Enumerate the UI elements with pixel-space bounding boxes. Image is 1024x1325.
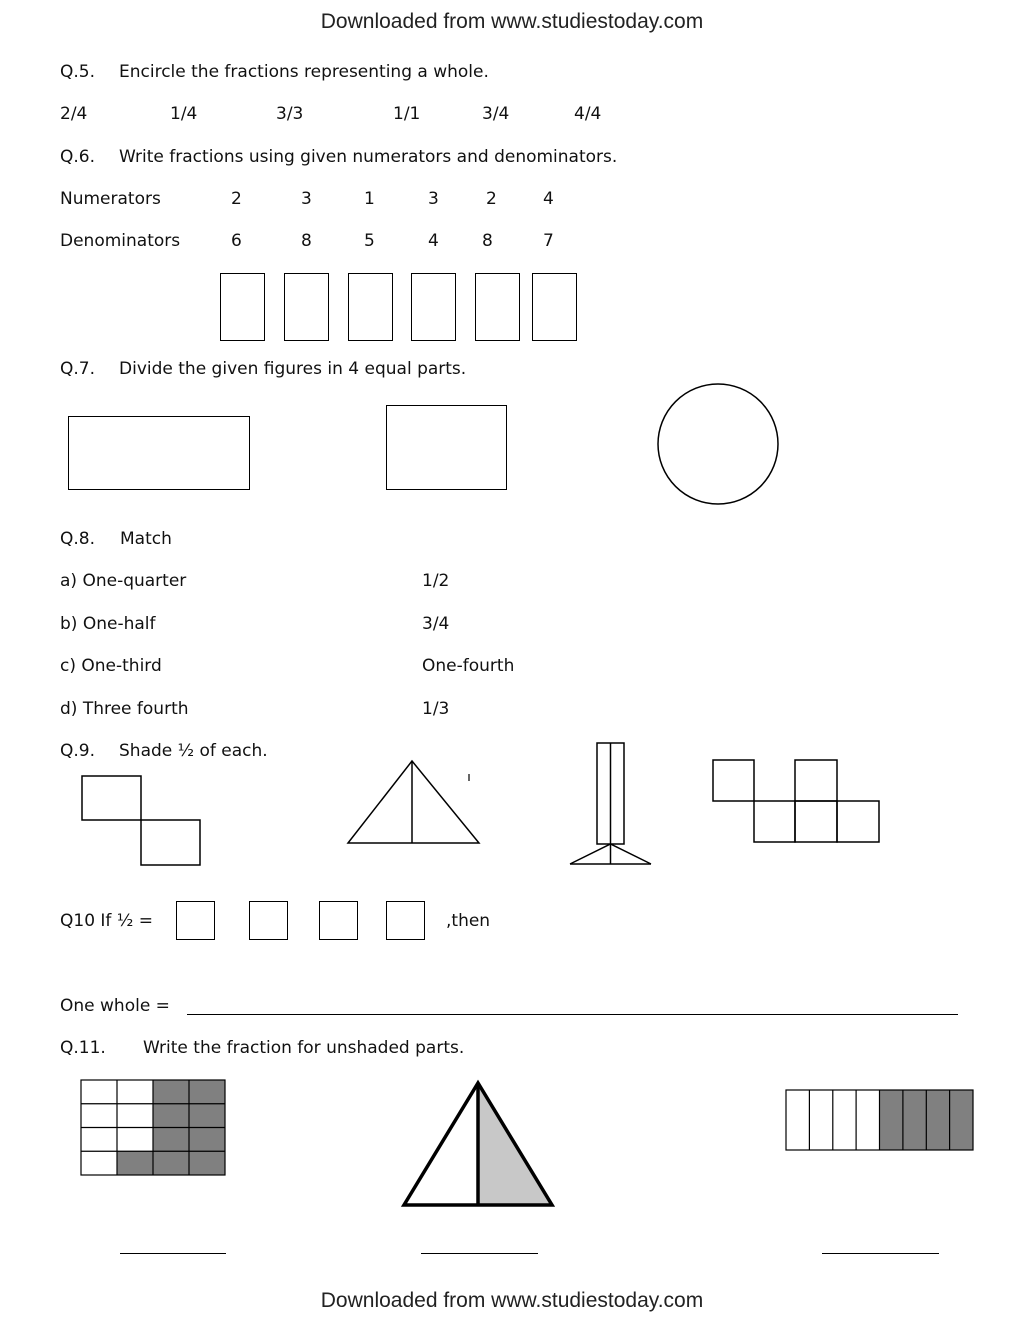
denominator-value: 5 — [364, 231, 375, 251]
circle-figure — [655, 381, 783, 507]
denominator-value: 7 — [543, 231, 554, 251]
denominator-value: 4 — [428, 231, 439, 251]
answer-line[interactable] — [421, 1253, 538, 1254]
answer-box[interactable] — [532, 273, 577, 341]
shaded-grid-figure — [80, 1079, 228, 1177]
q5-text: Encircle the fractions representing a whole. — [119, 62, 489, 82]
q6-text: Write fractions using given numerators and denominators. — [119, 147, 618, 167]
match-left-item: c) One-third — [60, 656, 162, 676]
answer-line[interactable] — [822, 1253, 939, 1254]
q8-number: Q.8. — [60, 529, 96, 549]
denominator-value: 8 — [482, 231, 493, 251]
numerator-value: 2 — [486, 189, 497, 209]
match-right-item: 1/2 — [422, 571, 450, 591]
zigzag-squares-figure — [711, 758, 883, 846]
q11-number: Q.11. — [60, 1038, 106, 1058]
answer-line[interactable] — [187, 1014, 958, 1015]
match-left-item: d) Three fourth — [60, 699, 189, 719]
denominator-value: 6 — [231, 231, 242, 251]
numerator-value: 1 — [364, 189, 375, 209]
numerator-value: 2 — [231, 189, 242, 209]
one-whole-label: One whole = — [60, 996, 170, 1016]
q5-fraction: 1/1 — [393, 104, 421, 124]
shaded-triangle-figure — [400, 1079, 556, 1209]
q10-suffix: ,then — [446, 911, 491, 931]
page-footer: Downloaded from www.studiestoday.com — [320, 1289, 704, 1312]
answer-line[interactable] — [120, 1253, 226, 1254]
q5-fraction: 3/4 — [482, 104, 510, 124]
q9-text: Shade ½ of each. — [119, 741, 268, 761]
q5-fraction: 1/4 — [170, 104, 198, 124]
answer-box[interactable] — [386, 901, 425, 940]
numerator-value: 4 — [543, 189, 554, 209]
answer-box[interactable] — [348, 273, 393, 341]
q6-number: Q.6. — [60, 147, 96, 167]
rocket-figure — [567, 741, 655, 869]
shaded-strip-figure — [785, 1089, 975, 1152]
answer-box[interactable] — [249, 901, 288, 940]
q9-number: Q.9. — [60, 741, 96, 761]
answer-box[interactable] — [220, 273, 265, 341]
q10-prefix: Q10 If ½ = — [60, 911, 153, 931]
q8-text: Match — [120, 529, 172, 549]
answer-box[interactable] — [475, 273, 520, 341]
answer-box[interactable] — [284, 273, 329, 341]
match-right-item: 3/4 — [422, 614, 450, 634]
numerator-value: 3 — [301, 189, 312, 209]
answer-box[interactable] — [176, 901, 215, 940]
q7-number: Q.7. — [60, 359, 96, 379]
rectangle-figure — [68, 416, 250, 490]
q5-number: Q.5. — [60, 62, 96, 82]
page-header: Downloaded from www.studiestoday.com — [320, 10, 704, 33]
match-right-item: 1/3 — [422, 699, 450, 719]
answer-box[interactable] — [319, 901, 358, 940]
match-right-item: One-fourth — [422, 656, 515, 676]
q7-text: Divide the given figures in 4 equal parts. — [119, 359, 467, 379]
q5-fraction: 3/3 — [276, 104, 304, 124]
q11-text: Write the fraction for unshaded parts. — [143, 1038, 465, 1058]
divided-triangle-figure — [346, 758, 482, 846]
denominators-label: Denominators — [60, 231, 181, 251]
match-left-item: b) One-half — [60, 614, 156, 634]
denominator-value: 8 — [301, 231, 312, 251]
q5-fraction: 2/4 — [60, 104, 88, 124]
numerators-label: Numerators — [60, 189, 161, 209]
numerator-value: 3 — [428, 189, 439, 209]
match-left-item: a) One-quarter — [60, 571, 187, 591]
square-figure — [386, 405, 507, 490]
answer-box[interactable] — [411, 273, 456, 341]
two-squares-figure — [80, 774, 204, 868]
q5-fraction: 4/4 — [574, 104, 602, 124]
